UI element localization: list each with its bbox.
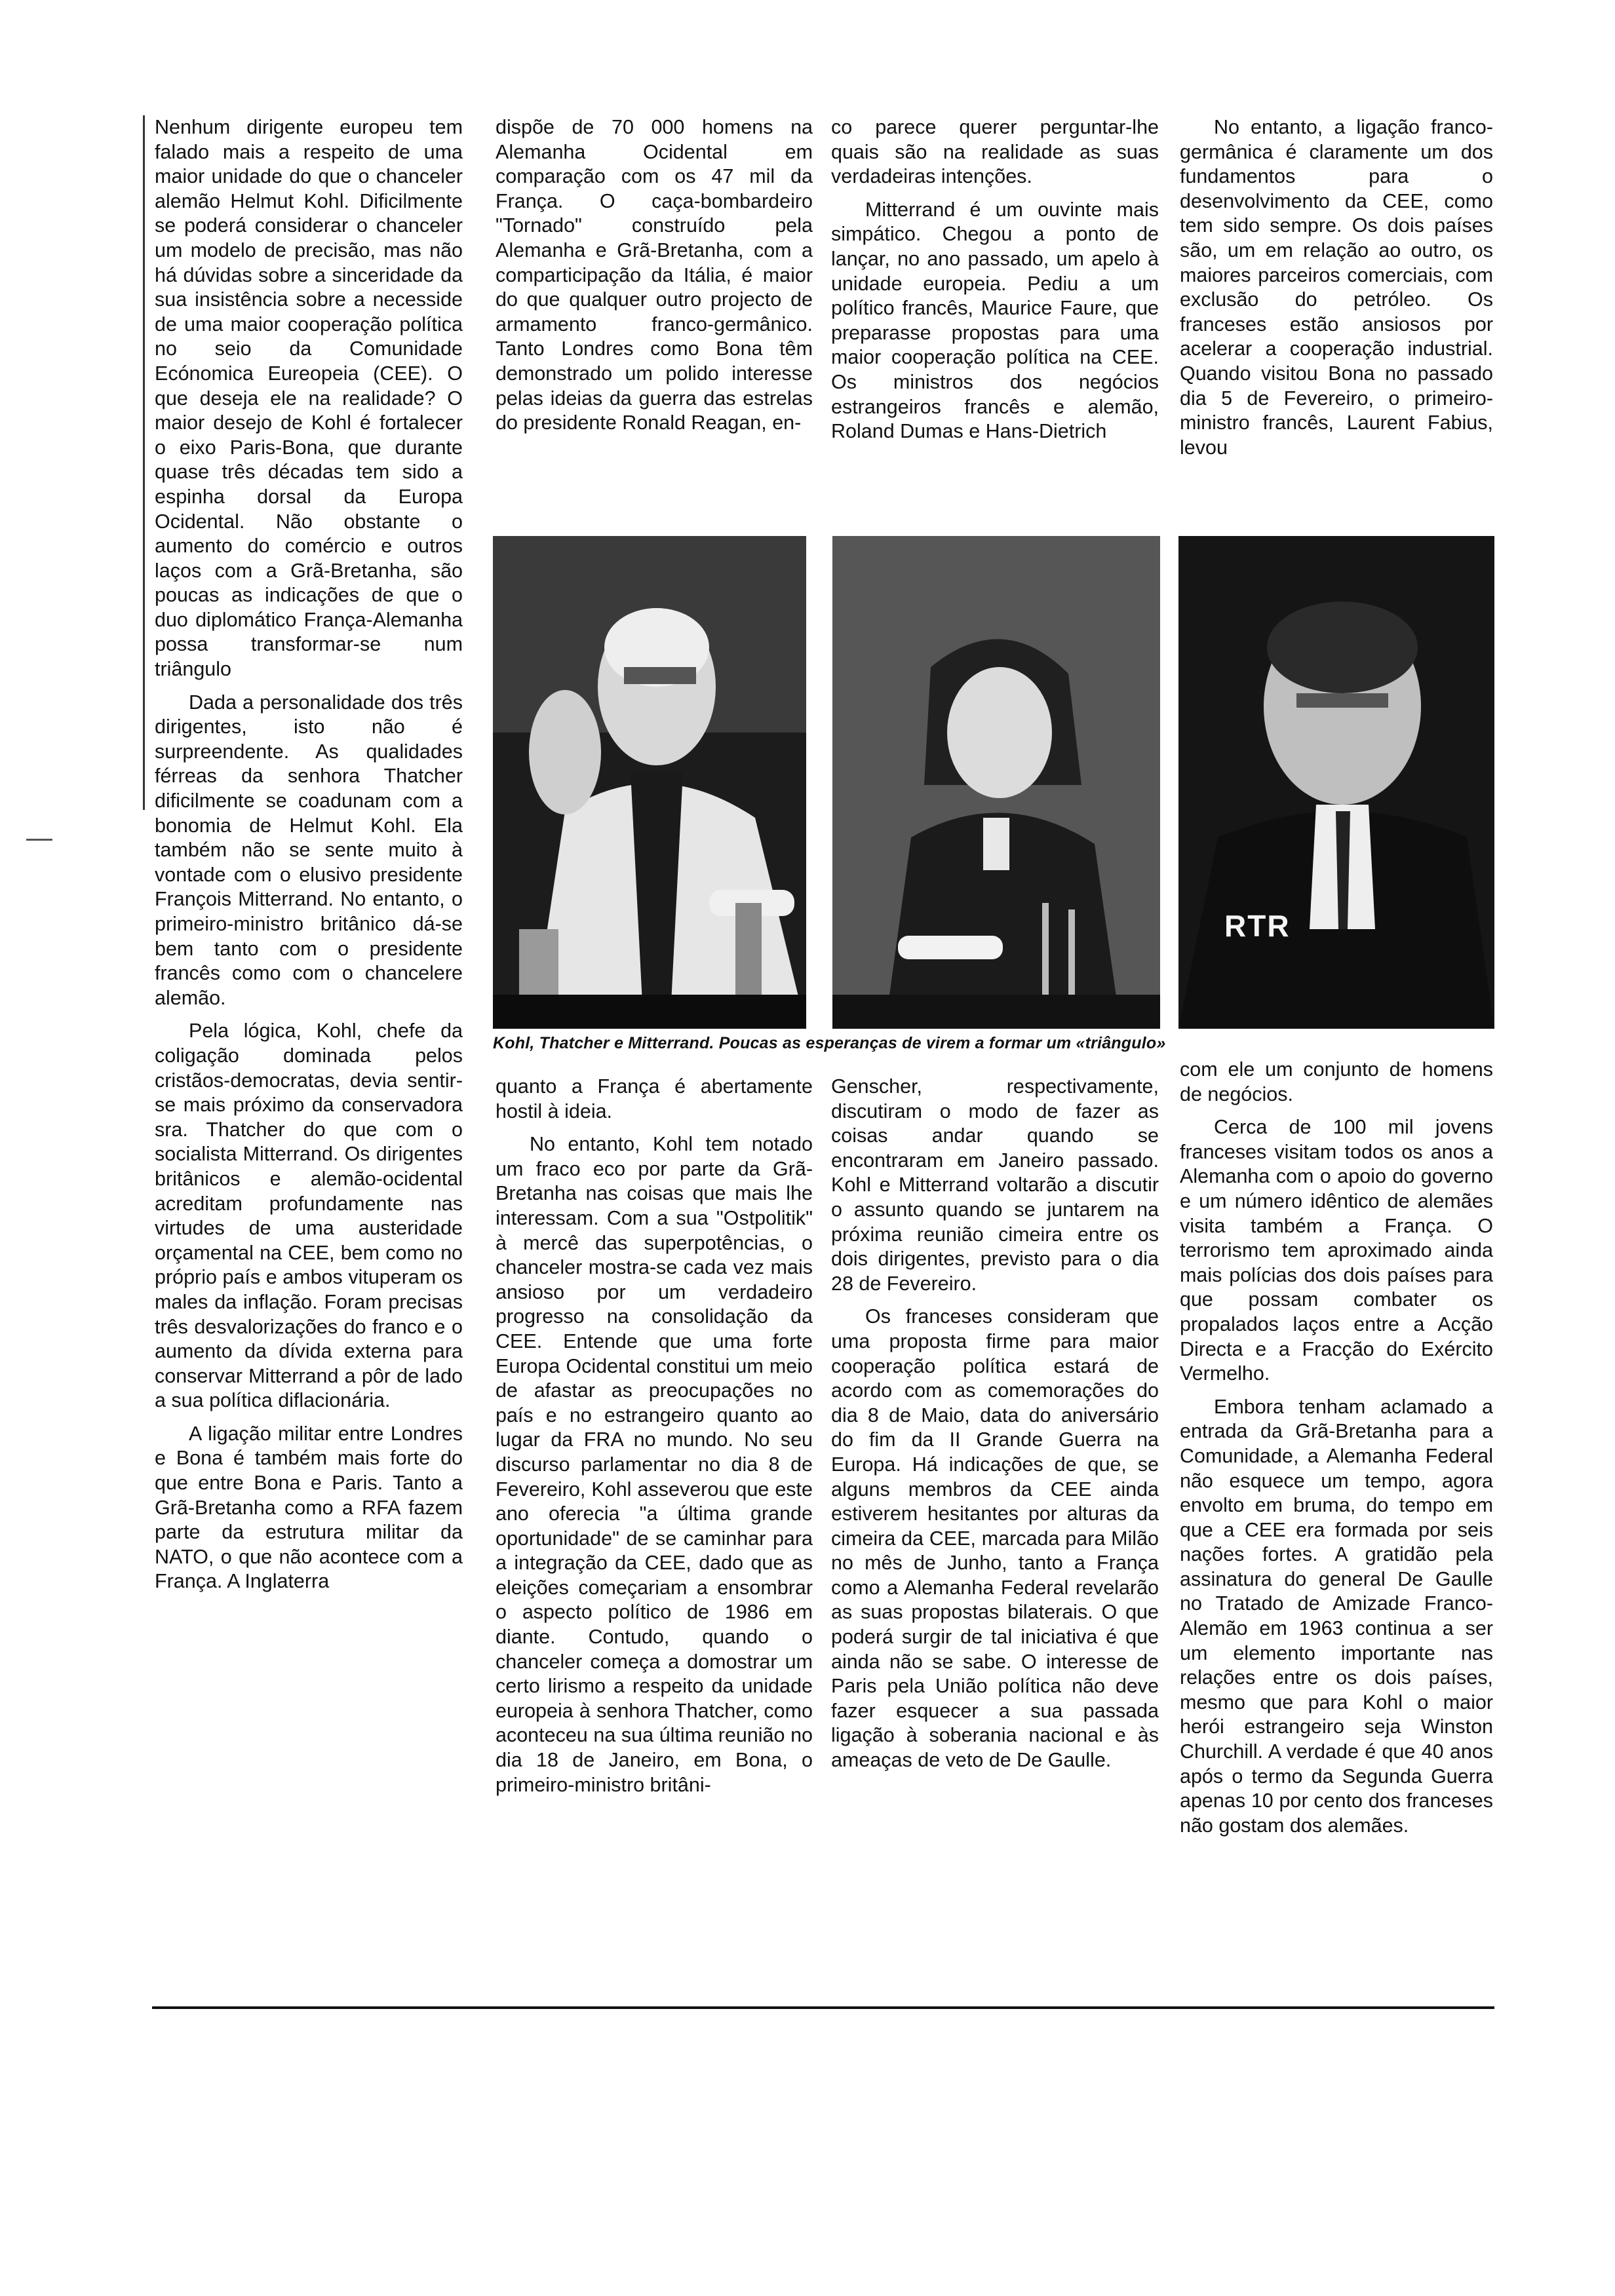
article-column-4-top — [1180, 115, 1493, 469]
photo-thatcher-image — [832, 536, 1160, 1029]
margin-rule — [143, 115, 145, 810]
article-column-4-bottom — [1180, 1058, 1493, 1846]
paragraph: Dada a personalidade dos três dirigentes, isto não é surpreendente. As qualidades férreas da senhora Thatcher dificilmente se coadunam com a bonomia de Helmut Kohl. Ela também não se sente muito à vontade com o elusivo presidente François Mitterrand. No entanto, o primeiro-ministro britânico dá-se bem tanto com o presidente francês como com o chancelere alemão. — [155, 691, 463, 1009]
paragraph: quanto a França é abertamente hostil à ideia. — [496, 1075, 813, 1122]
paragraph: Os franceses consideram que uma proposta firme para maior cooperação política estará de acordo com as comemorações do dia 8 de Maio, data do aniversário do fim da II Grande Guerra na Europa. Há indicações de que, se alguns membros da CEE ainda estiverem hesitantes por alturas da cimeira da CEE, marcada para Milão no mês de Junho, tanto a França como a Alemanha Federal revelarão as suas propostas bilaterais. O que poderá surgir de tal iniciativa é que ainda não se sabe. O interesse de Paris pela União política não deve fazer esquecer a sua passada ligação à soberania nacional e às ameaças de veto de De Gaulle. — [831, 1305, 1159, 1772]
paragraph: No entanto, Kohl tem notado um fraco eco por parte da Grã-Bretanha nas coisas que mais lhe interessam. Com a sua "Ostpolitik" à mercê das superpotências, o chanceler mostra-se cada vez mais ansioso por um verdadeiro progresso na consolidação da CEE. Entende que uma forte Europa Ocidental constitui um meio de afastar as preocupações no país e no estrangeiro quanto ao lugar da FRA no mundo. No seu discurso parlamentar no dia 8 de Fevereiro, Kohl asseverou que este ano oferecia "a última grande oportunidade" de se caminhar para a integração da CEE, dado que as eleições começariam a ensombrar o aspecto político de 1986 em diante. Contudo, quando o chanceler começa a domostrar um certo lirismo a respeito da unidade europeia à senhora Thatcher, como aconteceu na sua última reunião no dia 18 de Janeiro, em Bona, o primeiro-ministro britâni- — [496, 1133, 813, 1796]
paragraph: Mitterrand é um ouvinte mais simpático. Chegou a ponto de lançar, no ano passado, um apelo à unidade europeia. Pediu a um político francês, Maurice Faure, que preparasse propostas para uma maior cooperação política na CEE. Os ministros dos negócios estrangeiros francês e alemão, Roland Dumas e Hans-Dietrich — [831, 198, 1159, 443]
article-column-3-bottom — [831, 1075, 1159, 1782]
article-column-2-top — [496, 115, 813, 444]
photo-caption: Kohl, Thatcher e Mitterrand. Poucas as esperanças de virem a formar um «triângulo» — [493, 1034, 1166, 1052]
article-column-3-top — [831, 115, 1159, 453]
article-column-2-bottom — [496, 1075, 813, 1806]
photo-kohl-image — [493, 536, 806, 1029]
photo-mitterrand-image — [1178, 536, 1494, 1029]
paragraph: Embora tenham aclamado a entrada da Grã-Bretanha para a Comunidade, a Alemanha Federal não esquece um tempo, agora envolto em bruma, do tempo em que a CEE era formada por seis nações fortes. A gratidão pela assinatura do general De Gaulle no Tratado de Amizade Franco-Alemão em 1963 continua a ser um elemento importante nas relações entre os dois países, mesmo que para Kohl o maior herói estrangeiro seja Winston Churchill. A verdade é que 40 anos após o termo da Segunda Guerra apenas 10 por cento dos franceses não gostam dos alemães. — [1180, 1395, 1493, 1837]
photo-thatcher — [832, 536, 1160, 1029]
photo-mitterrand — [1178, 536, 1494, 1029]
article-column-1 — [155, 115, 463, 1603]
paragraph: No entanto, a ligação franco-germânica é claramente um dos fundamentos para o desenvolvimento da CEE, como tem sido sempre. Os dois países são, um em relação ao outro, os maiores parceiros comerciais, com exclusão do petróleo. Os franceses estão ansiosos por acelerar a cooperação industrial. Quando visitou Bona no passado dia 5 de Fevereiro, o primeiro-ministro francês, Laurent Fabius, levou — [1180, 116, 1493, 459]
margin-tick — [26, 839, 52, 841]
paragraph: A ligação militar entre Londres e Bona é também mais forte do que entre Bona e Paris. Tanto a Grã-Bretanha como a RFA fazem parte da estrutura militar da NATO, o que não acontece com a França. A Inglaterra — [155, 1422, 463, 1593]
bottom-rule — [152, 2006, 1494, 2009]
photo-kohl — [493, 536, 806, 1029]
paragraph: Nenhum dirigente europeu tem falado mais a respeito de uma maior unidade do que o chanceler alemão Helmut Kohl. Dificilmente se poderá considerar o chanceler um modelo de precisão, mas não há dúvidas sobre a sinceridade da sua insistência sobre a necesside de uma maior cooperação política no seio da Comunidade Ecónomica Eureopeia (CEE). O que deseja ele na realidade? O maior desejo de Kohl é fortalecer o eixo Paris-Bona, que durante quase três décadas tem sido a espinha dorsal da Europa Ocidental. Não obstante o aumento do comércio e outros laços com a Grã-Bretanha, são poucas as indicações de que o duo diplomático França-Alemanha possa transformar-se num triângulo — [155, 116, 463, 681]
paragraph: com ele um conjunto de homens de negócios. — [1180, 1058, 1493, 1105]
paragraph: Cerca de 100 mil jovens franceses visitam todos os anos a Alemanha com o apoio do governo e um número idêntico de alemães visita também a França. O terrorismo tem aproximado ainda mais polícias dos dois países para que possam combater os propalados laços entre a Acção Directa e a Fracção do Exército Vermelho. — [1180, 1116, 1493, 1385]
paragraph: Pela lógica, Kohl, chefe da coligação dominada pelos cristãos-democratas, devia sentir-se mais próximo da conservadora sra. Thatcher do que com o socialista Mitterrand. Os dirigentes britânicos e alemão-ocidental acreditam profundamente nas virtudes de uma austeridade orçamental na CEE, bem como no próprio país e ambos vituperam os males da inflação. Foram precisas três desvalorizações do franco e o aumento da dívida externa para conservar Mitterrand a pôr de lado a sua política diflacionária. — [155, 1020, 463, 1412]
paragraph: dispõe de 70 000 homens na Alemanha Ocidental em comparação com os 47 mil da França. O caça-bombardeiro "Tornado" construído pela Alemanha e Grã-Bretanha, com a comparticipação da Itália, é maior do que qualquer outro projecto de armamento franco-germânico. Tanto Londres como Bona têm demonstrado um polido interesse pelas ideias da guerra das estrelas do presidente Ronald Reagan, en- — [496, 116, 813, 434]
rtr-logo: RTR — [1224, 909, 1291, 943]
paragraph: co parece querer perguntar-lhe quais são na realidade as suas verdadeiras intenções. — [831, 116, 1159, 188]
paragraph: Genscher, respectivamente, discutiram o modo de fazer as coisas andar quando se encontraram em Janeiro passado. Kohl e Mitterrand voltarão a discutir o assunto quando se juntarem na próxima reunião cimeira entre os dois dirigentes, previsto para o dia 28 de Fevereiro. — [831, 1075, 1159, 1295]
